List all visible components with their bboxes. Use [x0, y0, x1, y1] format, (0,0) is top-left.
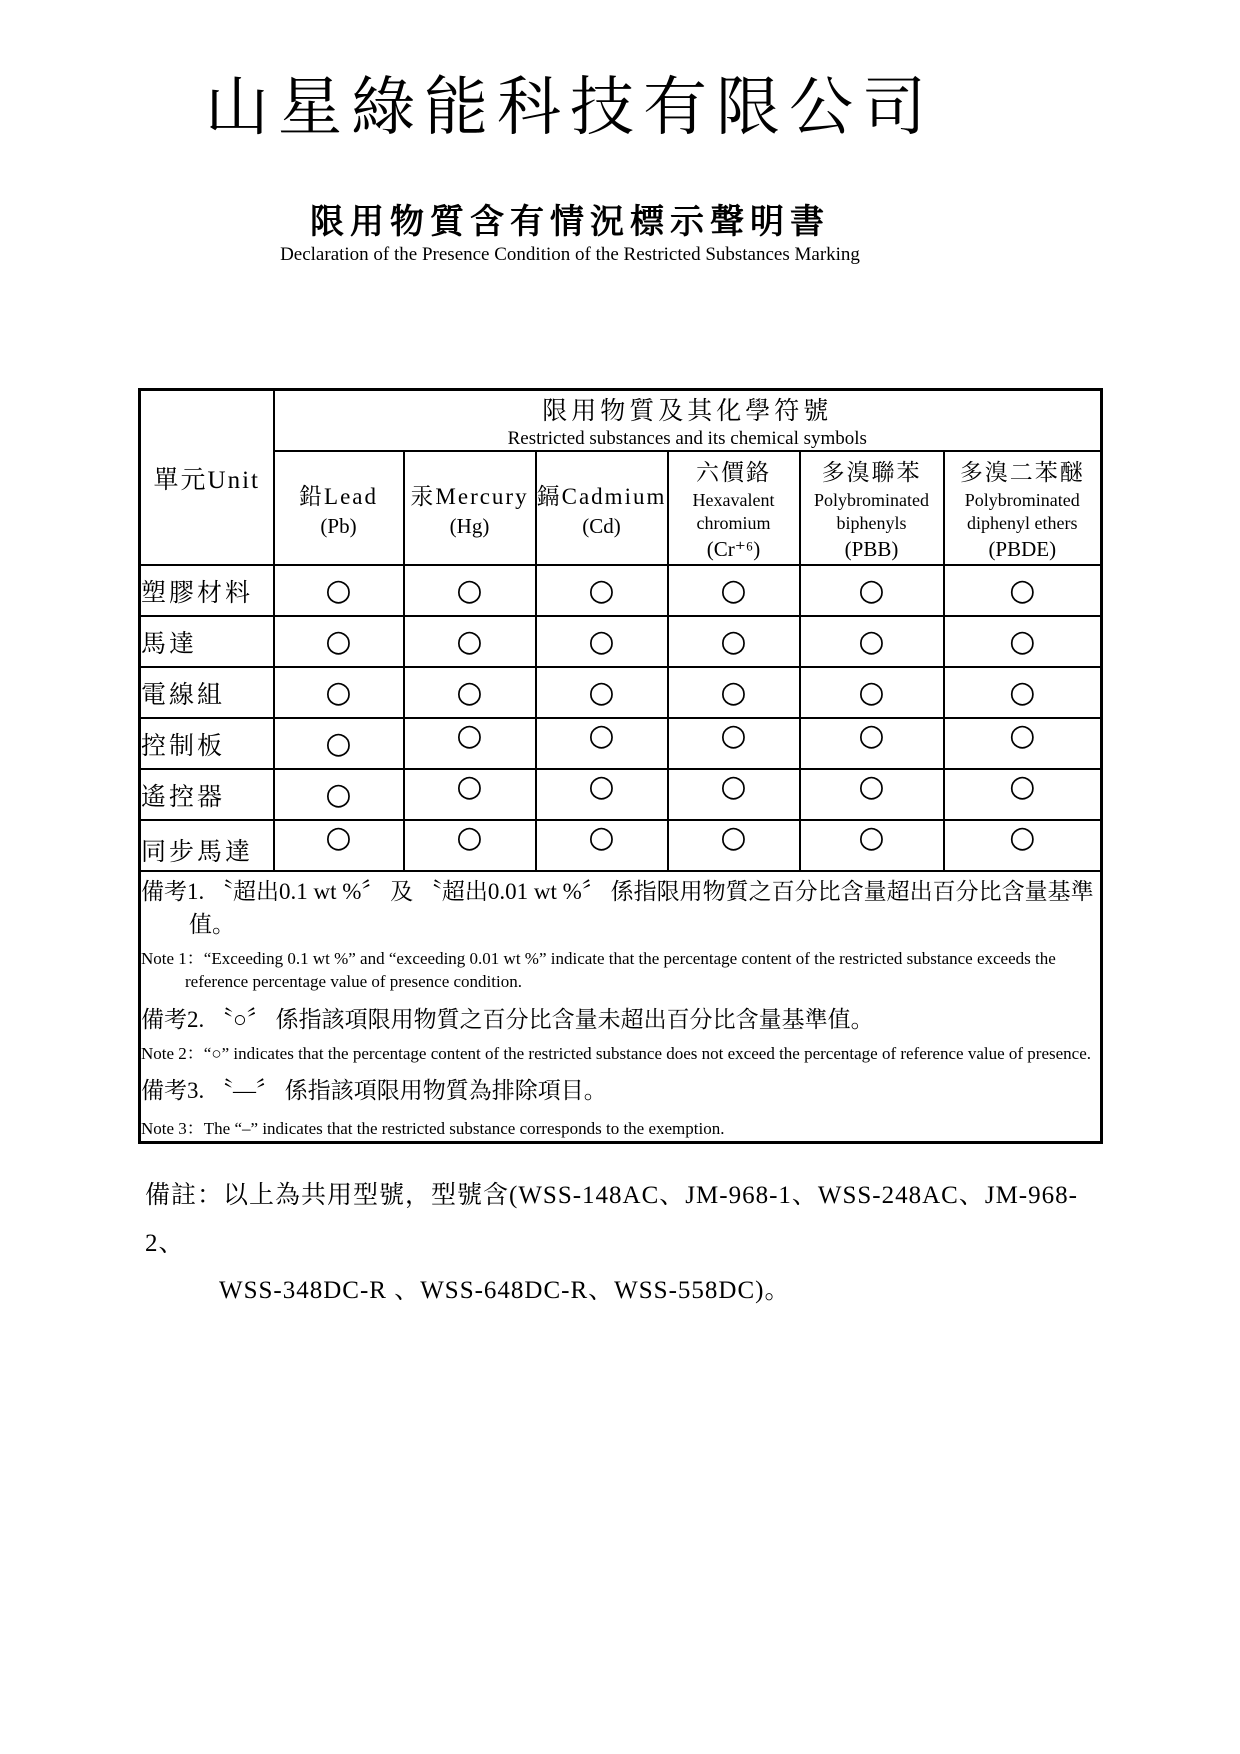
column-name: 多溴二苯醚: [959, 460, 1085, 485]
unit-header-cell: [140, 390, 274, 566]
column-name-en: Hexavalent chromium: [692, 490, 775, 533]
presence-mark: ○: [536, 718, 668, 769]
unit-label: 遙控器: [140, 769, 274, 820]
presence-mark: ○: [800, 616, 944, 667]
note1-en: Note 1：“Exceeding 0.1 wt %” and “exceeding 0.01 wt %” indicate that the percentage content of the restricted substance exceeds the reference percentage value of presence condition.: [141, 948, 1056, 992]
document-title-zh: 限用物質含有情況標示聲明書: [310, 204, 830, 241]
column-header-pbde: [944, 451, 1102, 565]
unit-label: 馬達: [140, 616, 274, 667]
remark-line2: WSS-348DC-R 、WSS-648DC-R、WSS-558DC)。: [219, 1277, 791, 1304]
presence-mark: ○: [668, 769, 800, 820]
presence-mark: ○: [274, 769, 404, 820]
note1-zh: 備考1. 〝超出0.1 wt %〞 及 〝超出0.01 wt %〞 係指限用物質之百分比含量超出百分比含量基準值。: [141, 879, 1094, 938]
presence-mark: ○: [944, 718, 1102, 769]
presence-mark: ○: [274, 667, 404, 718]
presence-mark: ○: [404, 820, 536, 871]
table-row: [140, 718, 1102, 769]
column-symbol: (PBDE): [988, 537, 1057, 561]
document-title-en: Declaration of the Presence Condition of the Restricted Substances Marking: [280, 244, 860, 265]
column-symbol: (Cd): [582, 513, 621, 538]
presence-mark: ○: [404, 718, 536, 769]
notes-cell: [140, 871, 1102, 1142]
note3-zh: 備考3. 〝—〞 係指該項限用物質為排除項目。: [141, 1078, 607, 1104]
presence-mark: ○: [536, 616, 668, 667]
remark: [145, 1172, 1115, 1315]
note2-zh: 備考2. 〝○〞 係指該項限用物質之百分比含量未超出百分比含量基準值。: [141, 1007, 874, 1033]
column-header-pbb: [800, 451, 944, 565]
presence-mark: ○: [800, 565, 944, 616]
column-header-hexavalent-chromium: [668, 451, 800, 565]
presence-mark: ○: [668, 820, 800, 871]
table-row: [140, 769, 1102, 820]
presence-mark: ○: [274, 820, 404, 871]
group-header-row: [140, 390, 1102, 452]
presence-mark: ○: [404, 667, 536, 718]
company-title: 山星綠能科技有限公司: [205, 72, 935, 143]
column-name: 汞Mercury: [410, 483, 529, 509]
presence-mark: ○: [536, 565, 668, 616]
column-symbol: (PBB): [844, 537, 899, 561]
remark-line1: 備註：以上為共用型號，型號含(WSS-148AC、JM-968-1、WSS-248AC、JM-968-2、: [145, 1182, 1078, 1257]
presence-mark: ○: [800, 820, 944, 871]
column-symbol: (Pb): [320, 513, 357, 538]
presence-mark: ○: [944, 667, 1102, 718]
presence-mark: ○: [404, 769, 536, 820]
column-name: 多溴聯苯: [821, 460, 922, 485]
note2-en: Note 2：“○” indicates that the percentage content of the restricted substance does not exceed the percentage of reference value of presence.: [141, 1043, 1091, 1063]
column-header-mercury: [404, 451, 536, 565]
column-header-lead: [274, 451, 404, 565]
presence-mark: ○: [668, 718, 800, 769]
group-header-cell: [274, 390, 1102, 452]
unit-label: 同步馬達: [140, 820, 274, 871]
presence-mark: ○: [274, 616, 404, 667]
column-name: 六價鉻: [696, 460, 771, 485]
group-header-en: Restricted substances and its chemical symbols: [507, 428, 867, 449]
presence-mark: ○: [536, 667, 668, 718]
presence-mark: ○: [274, 718, 404, 769]
presence-mark: ○: [944, 616, 1102, 667]
presence-mark: ○: [668, 565, 800, 616]
presence-mark: ○: [668, 616, 800, 667]
restricted-substances-table: [138, 388, 1103, 1144]
table-row: [140, 616, 1102, 667]
unit-header-label: 單元Unit: [153, 466, 260, 494]
table-row: [140, 820, 1102, 871]
column-name: 鎘Cadmium: [536, 483, 667, 509]
column-name: 鉛Lead: [299, 483, 378, 509]
presence-mark: ○: [536, 769, 668, 820]
presence-mark: ○: [800, 667, 944, 718]
group-header-zh: 限用物質及其化學符號: [542, 398, 833, 425]
unit-label: 塑膠材料: [140, 565, 274, 616]
column-symbol: (Hg): [449, 513, 490, 538]
presence-mark: ○: [800, 769, 944, 820]
column-name-en: Polybrominated diphenyl ethers: [964, 490, 1080, 533]
presence-mark: ○: [668, 667, 800, 718]
presence-mark: ○: [800, 718, 944, 769]
notes-row: [140, 871, 1102, 1142]
presence-mark: ○: [404, 616, 536, 667]
presence-mark: ○: [404, 565, 536, 616]
note3-en: Note 3：The “–” indicates that the restricted substance corresponds to the exemption.: [141, 1118, 725, 1138]
unit-label: 控制板: [140, 718, 274, 769]
column-symbol: (Cr⁺⁶): [706, 537, 761, 561]
column-header-row: [140, 451, 1102, 565]
table-row: [140, 667, 1102, 718]
presence-mark: ○: [274, 565, 404, 616]
unit-label: 電線組: [140, 667, 274, 718]
presence-mark: ○: [536, 820, 668, 871]
presence-mark: ○: [944, 769, 1102, 820]
column-header-cadmium: [536, 451, 668, 565]
presence-mark: ○: [944, 820, 1102, 871]
column-name-en: Polybrominated biphenyls: [814, 490, 929, 533]
table-row: [140, 565, 1102, 616]
presence-mark: ○: [944, 565, 1102, 616]
